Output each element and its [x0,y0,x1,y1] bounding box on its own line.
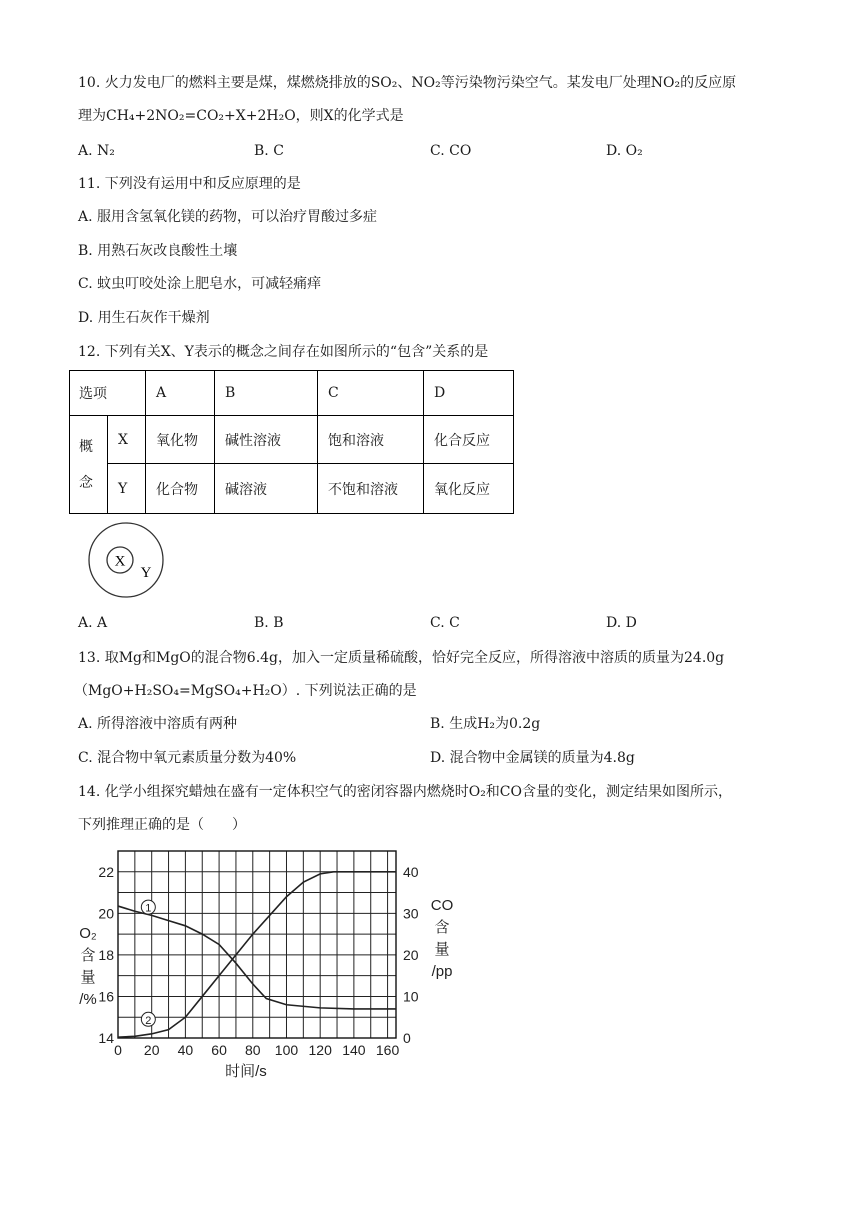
y-right-tick-label: 40 [403,863,419,880]
y-right-axis-label: /pp [431,963,453,980]
table-header-b: B [215,370,318,416]
q12-option-a[interactable]: A. A [78,615,108,631]
concept-char-2: 念 [79,474,93,491]
q13-option-c[interactable]: C. 混合物中氧元素质量分数为40% [78,750,297,766]
concept-table [69,370,514,514]
venn-inner-label: X [114,553,126,570]
x-tick-label: 160 [375,1042,400,1058]
chart-grid [118,851,396,1038]
q14-stem-line1: 14. 化学小组探究蜡烛在盛有一定体积空气的密闭容器内燃烧时O₂和CO含量的变化，测定结果如图所示， [78,784,732,800]
q10-option-a[interactable]: A. N₂ [78,143,115,159]
table-row-x-d: 化合反应 [424,416,514,464]
q11-option-b[interactable]: B. 用熟石灰改良酸性土壤 [78,243,238,259]
x-tick-label: 60 [211,1042,227,1058]
table-row-x-c: 饱和溶液 [318,416,424,464]
y-left-tick-label: 16 [98,988,114,1005]
table-header-label: 选项 [69,370,146,416]
series-1-marker-label: 1 [145,902,152,915]
y-left-tick-label: 14 [98,1030,114,1046]
q12-option-c[interactable]: C. C [430,615,460,631]
x-tick-label: 0 [114,1042,122,1058]
y-left-axis-label: O₂ [79,925,97,942]
table-row-y-a: 化合物 [146,464,215,514]
q11-option-c[interactable]: C. 蚊虫叮咬处涂上肥皂水，可减轻痛痒 [78,276,322,292]
q14-stem-line2: 下列推理正确的是（ ） [78,817,246,833]
q13-option-b[interactable]: B. 生成H₂为0.2g [430,716,541,732]
table-row-x-label: X [108,416,146,464]
table-header-d: D [424,370,514,416]
q13-stem-line1: 13. 取Mg和MgO的混合物6.4g，加入一定质量稀硫酸，恰好完全反应，所得溶液中溶质的质量为24.0g [78,650,725,666]
y-left-tick-label: 20 [98,905,114,922]
y-right-axis-label: CO [430,897,454,914]
q10-option-d[interactable]: D. O₂ [606,143,643,159]
series-2-marker-label: 2 [145,1014,152,1027]
table-concept-label [69,416,108,514]
table-row-x-a: 氧化物 [146,416,215,464]
x-tick-label: 120 [308,1042,332,1058]
q11-option-d[interactable]: D. 用生石灰作干燥剂 [78,310,210,326]
q11-stem: 11. 下列没有运用中和反应原理的是 [78,176,301,192]
y-left-tick-label: 22 [98,863,114,880]
q13-option-d[interactable]: D. 混合物中金属镁的质量为4.8g [430,750,635,766]
q10-stem-line1: 10. 火力发电厂的燃料主要是煤，煤燃烧排放的SO₂、NO₂等污染物污染空气。某发电厂处理NO₂的反应原 [78,75,737,91]
q13-stem-line2: （MgO+H₂SO₄=MgSO₄+H₂O）. 下列说法正确的是 [74,683,417,699]
concept-char-1: 概 [79,438,93,455]
y-right-axis-label: 量 [434,941,450,958]
q10-option-b[interactable]: B. C [254,143,284,159]
y-right-tick-label: 20 [403,946,419,963]
q12-stem: 12. 下列有关X、Y表示的概念之间存在如图所示的“包含”关系的是 [78,344,489,360]
y-right-tick-label: 0 [403,1030,411,1046]
y-right-axis-label: 含 [434,919,450,936]
y-left-tick-label: 18 [98,946,114,963]
x-axis-label: 时间/s [225,1063,267,1080]
q10-option-c[interactable]: C. CO [430,143,472,159]
x-tick-label: 140 [342,1042,366,1058]
q11-option-a[interactable]: A. 服用含氢氧化镁的药物，可以治疗胃酸过多症 [78,209,378,225]
table-row-y-d: 氧化反应 [424,464,514,514]
x-tick-label: 80 [244,1042,261,1058]
y-left-axis-label: 量 [80,969,96,986]
x-tick-label: 100 [274,1042,299,1058]
venn-outer-label: Y [140,565,152,581]
o2-co-line-chart [76,842,476,1088]
q12-option-b[interactable]: B. B [254,615,284,631]
table-row-y-b: 碱溶液 [215,464,318,514]
x-tick-label: 40 [177,1042,194,1058]
venn-diagram [86,520,166,600]
x-tick-label: 20 [143,1042,160,1058]
y-left-axis-label: /% [79,991,97,1008]
table-header-a: A [146,370,215,416]
table-row-y-c: 不饱和溶液 [318,464,424,514]
table-header-c: C [318,370,424,416]
venn-outer-circle [89,523,163,597]
q12-option-d[interactable]: D. D [606,615,637,631]
q10-stem-line2: 理为CH₄+2NO₂=CO₂+X+2H₂O，则X的化学式是 [78,108,404,124]
table-row-x-b: 碱性溶液 [215,416,318,464]
table-row-y-label: Y [108,464,146,514]
y-right-tick-label: 10 [403,988,419,1005]
q13-option-a[interactable]: A. 所得溶液中溶质有两种 [78,716,238,732]
y-left-axis-label: 含 [80,947,96,964]
y-right-tick-label: 30 [403,905,419,922]
